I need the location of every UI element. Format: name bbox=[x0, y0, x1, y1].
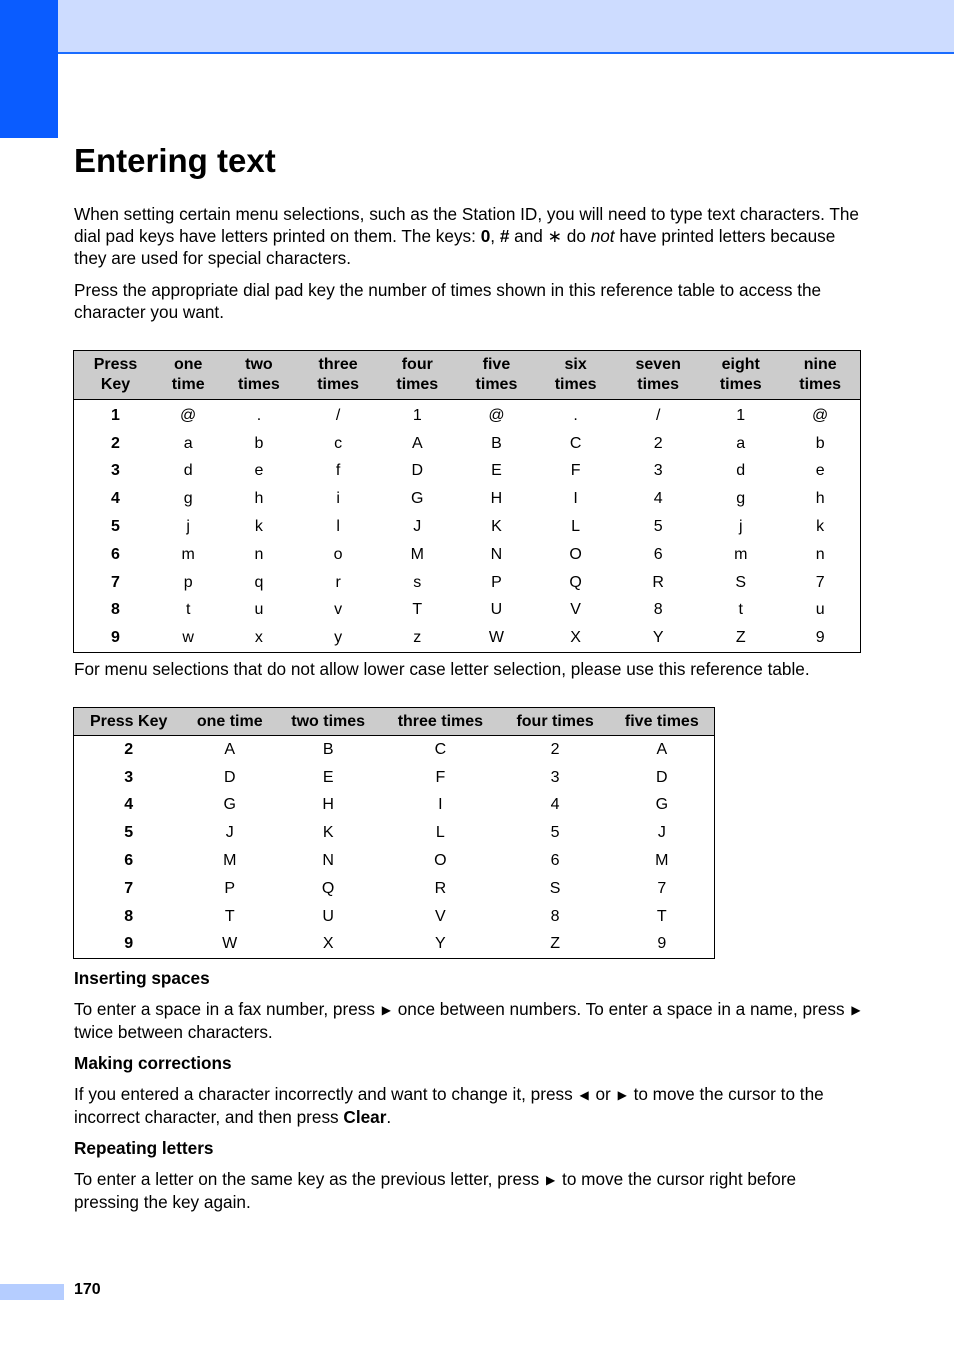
character-cell: O bbox=[569, 545, 582, 563]
character-cell: 2 bbox=[550, 740, 560, 758]
clear-key-label: Clear bbox=[343, 1107, 387, 1127]
character-cell: J bbox=[225, 824, 234, 842]
uppercase-reference-table bbox=[73, 707, 715, 959]
character-cell: c bbox=[334, 434, 343, 452]
character-cell: . bbox=[573, 406, 578, 424]
character-cell: 5 bbox=[550, 824, 560, 842]
table-row bbox=[74, 485, 861, 513]
character-cell: K bbox=[491, 518, 502, 536]
table-row bbox=[74, 819, 715, 847]
character-cell: A bbox=[224, 740, 236, 758]
character-cell: g bbox=[183, 490, 193, 508]
character-cell: Q bbox=[569, 573, 582, 591]
character-cell: z bbox=[413, 629, 422, 647]
character-cell: N bbox=[490, 545, 503, 563]
repeating-letters-heading: Repeating letters bbox=[74, 1138, 214, 1158]
character-cell: O bbox=[434, 852, 447, 870]
character-cell: 9 bbox=[657, 935, 667, 953]
character-cell: Z bbox=[735, 629, 746, 647]
character-cell: r bbox=[335, 573, 341, 591]
inserting-spaces-heading: Inserting spaces bbox=[74, 968, 210, 988]
character-cell: X bbox=[322, 935, 334, 953]
table-row bbox=[74, 931, 715, 959]
character-cell: j bbox=[186, 518, 190, 536]
character-cell: G bbox=[223, 796, 236, 814]
key-cell: 9 bbox=[124, 935, 134, 953]
column-header: three times bbox=[299, 351, 378, 400]
character-cell: 7 bbox=[815, 573, 825, 591]
character-cell: K bbox=[322, 824, 334, 842]
character-cell: A bbox=[411, 434, 423, 452]
character-cell: 8 bbox=[653, 601, 663, 619]
character-cell: D bbox=[411, 462, 424, 480]
column-header: two times bbox=[276, 708, 380, 736]
character-cell: p bbox=[183, 573, 193, 591]
making-corrections-text: If you entered a character incorrectly and want to change it, press ◀ or ▶ to move the cursor to the incorrect character, and then press Clear. bbox=[74, 1084, 824, 1127]
character-cell: a bbox=[183, 434, 193, 452]
character-cell: 4 bbox=[550, 796, 560, 814]
character-cell: 6 bbox=[550, 852, 560, 870]
character-cell: P bbox=[224, 879, 236, 897]
character-cell: H bbox=[322, 796, 334, 814]
character-cell: 8 bbox=[550, 907, 560, 925]
intro-paragraph: When setting certain menu selections, such as the Station ID, you will need to type text characters. The dial pad keys have letters printed on them. The keys: 0, # and ∗ do not have printed letters because they are used for special characters. bbox=[74, 204, 859, 268]
character-cell: U bbox=[490, 601, 503, 619]
page-number-tab bbox=[0, 1284, 64, 1300]
chapter-tab bbox=[0, 0, 58, 138]
key-hash: # bbox=[499, 226, 510, 246]
right-arrow-icon: ▶ bbox=[617, 1088, 627, 1102]
character-cell: 5 bbox=[653, 518, 663, 536]
inserting-spaces-text: To enter a space in a fax number, press ▶ once between numbers. To enter a space in a name, press ▶ twice between characters. bbox=[74, 999, 861, 1042]
character-cell: o bbox=[333, 545, 343, 563]
character-cell: W bbox=[222, 935, 238, 953]
column-header: Press Key bbox=[74, 351, 158, 400]
table-row bbox=[74, 792, 715, 820]
table-row bbox=[74, 458, 861, 486]
key-cell: 6 bbox=[124, 852, 134, 870]
left-arrow-icon: ◀ bbox=[579, 1088, 589, 1102]
column-header: one time bbox=[157, 351, 219, 400]
character-cell: n bbox=[254, 545, 264, 563]
character-cell: t bbox=[185, 601, 191, 619]
character-cell: T bbox=[656, 907, 667, 925]
character-cell: u bbox=[815, 601, 825, 619]
character-cell: w bbox=[182, 629, 194, 647]
instruction-paragraph: Press the appropriate dial pad key the number of times shown in this reference table to access the character you want. bbox=[74, 280, 822, 322]
character-cell: V bbox=[435, 907, 446, 925]
character-cell: F bbox=[570, 462, 581, 480]
character-cell: u bbox=[254, 601, 264, 619]
right-arrow-icon: ▶ bbox=[546, 1173, 556, 1187]
character-cell: b bbox=[254, 434, 264, 452]
column-header: nine times bbox=[780, 351, 860, 400]
key-cell: 1 bbox=[111, 406, 120, 424]
character-cell: d bbox=[183, 462, 193, 480]
character-cell: 7 bbox=[657, 879, 667, 897]
character-cell: y bbox=[334, 629, 343, 647]
character-cell: x bbox=[254, 629, 263, 647]
character-cell: L bbox=[435, 824, 445, 842]
right-arrow-icon: ▶ bbox=[381, 1003, 391, 1017]
column-header: four times bbox=[501, 708, 610, 736]
character-reference-table bbox=[73, 350, 861, 653]
character-cell: s bbox=[413, 573, 422, 591]
character-cell: 1 bbox=[736, 406, 746, 424]
character-cell: 4 bbox=[653, 490, 663, 508]
character-cell: N bbox=[322, 852, 334, 870]
character-cell: h bbox=[815, 490, 825, 508]
character-cell: g bbox=[736, 490, 746, 508]
character-cell: . bbox=[256, 406, 262, 424]
character-cell: F bbox=[435, 768, 446, 786]
character-cell: E bbox=[322, 768, 334, 786]
table-row bbox=[74, 400, 861, 430]
character-cell: V bbox=[570, 601, 581, 619]
key-cell: 8 bbox=[124, 907, 134, 925]
character-cell: n bbox=[815, 545, 825, 563]
character-cell: @ bbox=[180, 406, 197, 424]
character-cell: / bbox=[655, 406, 661, 424]
column-header: Press Key bbox=[74, 708, 184, 736]
character-cell: E bbox=[491, 462, 502, 480]
key-cell: 8 bbox=[111, 601, 120, 619]
column-header: six times bbox=[536, 351, 615, 400]
right-arrow-icon: ▶ bbox=[851, 1003, 861, 1017]
character-cell: 2 bbox=[653, 434, 663, 452]
character-cell: 1 bbox=[412, 406, 422, 424]
key-cell: 9 bbox=[111, 629, 120, 647]
character-cell: v bbox=[334, 601, 343, 619]
character-cell: m bbox=[181, 545, 195, 563]
character-cell: Z bbox=[550, 935, 560, 953]
character-cell: I bbox=[573, 490, 578, 508]
character-cell: m bbox=[734, 545, 748, 563]
character-cell: I bbox=[438, 796, 443, 814]
column-header: five times bbox=[610, 708, 715, 736]
key-cell: 2 bbox=[124, 740, 134, 758]
table-row bbox=[74, 847, 715, 875]
column-header: eight times bbox=[701, 351, 780, 400]
character-cell: S bbox=[735, 573, 747, 591]
table-row bbox=[74, 624, 861, 652]
character-cell: D bbox=[656, 768, 668, 786]
header-band bbox=[0, 0, 954, 54]
character-cell: h bbox=[254, 490, 264, 508]
table-row bbox=[74, 569, 861, 597]
character-cell: H bbox=[490, 490, 503, 508]
character-cell: J bbox=[657, 824, 666, 842]
character-cell: G bbox=[411, 490, 424, 508]
column-header: three times bbox=[380, 708, 500, 736]
table-row bbox=[74, 764, 715, 792]
character-cell: 3 bbox=[550, 768, 560, 786]
character-cell: P bbox=[491, 573, 502, 591]
star-key-icon: ∗ bbox=[547, 226, 563, 246]
character-cell: 9 bbox=[815, 629, 825, 647]
page-title: Entering text bbox=[74, 142, 276, 179]
key-zero: 0 bbox=[480, 226, 491, 246]
character-cell: M bbox=[410, 545, 424, 563]
key-cell: 3 bbox=[111, 462, 120, 480]
character-cell: T bbox=[224, 907, 235, 925]
character-cell: b bbox=[815, 434, 825, 452]
column-header: two times bbox=[219, 351, 298, 400]
making-corrections-heading: Making corrections bbox=[74, 1053, 232, 1073]
character-cell: G bbox=[655, 796, 669, 814]
character-cell: a bbox=[736, 434, 746, 452]
character-cell: e bbox=[254, 462, 264, 480]
repeating-letters-text: To enter a letter on the same key as the previous letter, press ▶ to move the cursor right before pressing the key again. bbox=[74, 1169, 797, 1212]
character-cell: @ bbox=[488, 406, 505, 424]
character-cell: t bbox=[738, 601, 743, 619]
key-cell: 5 bbox=[124, 824, 134, 842]
key-cell: 6 bbox=[111, 545, 120, 563]
character-cell: j bbox=[738, 518, 743, 536]
character-cell: @ bbox=[812, 406, 829, 424]
character-cell: / bbox=[335, 406, 341, 424]
table-row bbox=[74, 430, 861, 458]
character-cell: C bbox=[434, 740, 447, 758]
character-cell: Y bbox=[435, 935, 446, 953]
character-cell: R bbox=[434, 879, 447, 897]
character-cell: M bbox=[223, 852, 237, 870]
character-cell: Q bbox=[321, 879, 335, 897]
page-number: 170 bbox=[74, 1281, 101, 1298]
character-cell: k bbox=[254, 518, 263, 536]
table-row bbox=[74, 541, 861, 569]
character-cell: 6 bbox=[653, 545, 663, 563]
character-cell: L bbox=[571, 518, 581, 536]
column-header: seven times bbox=[615, 351, 701, 400]
table-row bbox=[74, 513, 861, 541]
character-cell: d bbox=[736, 462, 746, 480]
character-cell: C bbox=[569, 434, 582, 452]
character-cell: J bbox=[413, 518, 422, 536]
key-cell: 4 bbox=[124, 796, 134, 814]
character-cell: f bbox=[335, 462, 341, 480]
character-cell: U bbox=[322, 907, 334, 925]
character-cell: Y bbox=[652, 629, 664, 647]
character-cell: l bbox=[336, 518, 340, 536]
table-row bbox=[74, 597, 861, 625]
key-cell: 4 bbox=[111, 490, 120, 508]
key-cell: 7 bbox=[111, 573, 120, 591]
character-cell: 3 bbox=[653, 462, 663, 480]
table-row bbox=[74, 736, 715, 764]
character-cell: M bbox=[655, 852, 669, 870]
character-cell: T bbox=[412, 601, 423, 619]
character-cell: R bbox=[652, 573, 664, 591]
key-cell: 7 bbox=[124, 879, 134, 897]
character-cell: X bbox=[570, 629, 581, 647]
table-row bbox=[74, 903, 715, 931]
table-row bbox=[74, 875, 715, 903]
character-cell: q bbox=[254, 573, 264, 591]
character-cell: e bbox=[815, 462, 825, 480]
character-cell: i bbox=[336, 490, 340, 508]
character-cell: S bbox=[549, 879, 561, 897]
key-cell: 2 bbox=[111, 434, 120, 452]
character-cell: B bbox=[322, 740, 334, 758]
character-cell: k bbox=[816, 518, 825, 536]
character-cell: A bbox=[656, 740, 668, 758]
uppercase-note: For menu selections that do not allow lower case letter selection, please use this reference table. bbox=[74, 659, 810, 679]
key-cell: 3 bbox=[124, 768, 134, 786]
character-cell: D bbox=[223, 768, 236, 786]
column-header: five times bbox=[457, 351, 536, 400]
character-cell: W bbox=[488, 629, 504, 647]
character-cell: B bbox=[491, 434, 502, 452]
key-cell: 5 bbox=[111, 518, 120, 536]
column-header: four times bbox=[378, 351, 457, 400]
column-header: one time bbox=[183, 708, 276, 736]
